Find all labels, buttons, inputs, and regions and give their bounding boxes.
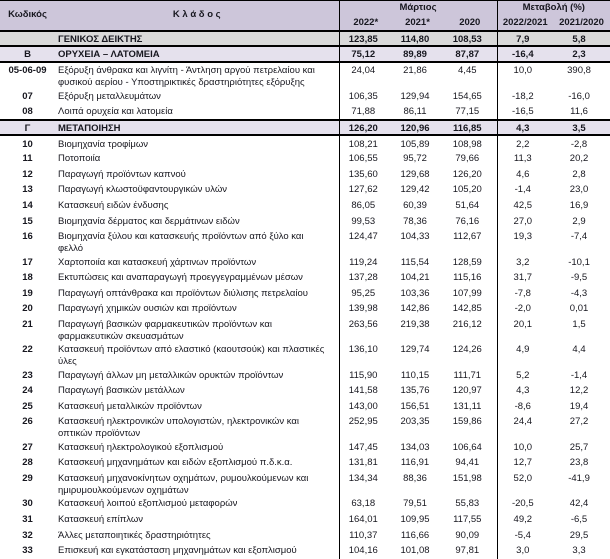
row-value: 95,72 bbox=[403, 153, 427, 165]
row-code: 20 bbox=[22, 303, 33, 315]
row-value: 108,21 bbox=[348, 138, 378, 150]
header-group-month: Μάρτιος bbox=[339, 1, 497, 16]
row-value: -2,0 bbox=[514, 303, 531, 315]
row-sector-name: Παραγωγή κλωστοϋφαντουργικών υλών bbox=[55, 182, 339, 198]
row-value: 90,09 bbox=[443, 527, 497, 543]
row-value: 12,7 bbox=[513, 457, 533, 469]
header-group-change: Μεταβολή (%) bbox=[497, 1, 610, 16]
row-code: 10 bbox=[22, 138, 33, 150]
row-value: 95,25 bbox=[351, 287, 376, 299]
table-row bbox=[0, 512, 610, 528]
row-value: 25,7 bbox=[569, 441, 589, 453]
row-value: 115,54 bbox=[400, 256, 430, 268]
row-sector-name: Κατασκευή μηχανημάτων και ειδών εξοπλισμού π.δ.κ.α. bbox=[55, 455, 339, 471]
row-value: -2,8 bbox=[570, 138, 588, 150]
row-value: 5,2 bbox=[516, 369, 530, 381]
row-value: 79,66 bbox=[443, 151, 497, 167]
row-value: 124,47 bbox=[348, 231, 378, 243]
row-value: 123,85 bbox=[339, 31, 392, 47]
row-value: 143,00 bbox=[348, 400, 378, 412]
row-value: 24,4 bbox=[513, 416, 533, 428]
row-value: 104,21 bbox=[400, 272, 430, 284]
row-value: 2,3 bbox=[553, 46, 610, 62]
row-value: 107,99 bbox=[443, 286, 497, 302]
row-sector-name: Εξόρυξη άνθρακα και λιγνίτη - Άντληση αργού πετρελαίου και φυσικού αερίου - Υποστηρικτικές δραστηριότητες εξόρυξης bbox=[55, 62, 339, 88]
row-code: 28 bbox=[22, 457, 33, 469]
row-value: 89,89 bbox=[392, 46, 443, 62]
row-value: 219,38 bbox=[400, 318, 430, 330]
row-sector-name: Κατασκευή επίπλων bbox=[55, 512, 339, 528]
row-value: 139,98 bbox=[348, 303, 378, 315]
row-value: -5,4 bbox=[514, 529, 531, 541]
row-code: 24 bbox=[22, 385, 33, 397]
row-value: 119,24 bbox=[349, 256, 378, 268]
table-row bbox=[0, 182, 610, 198]
row-value: 23,8 bbox=[569, 457, 589, 469]
row-value: 115,16 bbox=[443, 270, 497, 286]
row-value: 104,16 bbox=[348, 545, 378, 557]
row-value: 97,81 bbox=[443, 543, 497, 559]
row-code: 27 bbox=[22, 441, 33, 453]
row-value: 49,2 bbox=[513, 513, 533, 525]
row-code: 33 bbox=[22, 545, 33, 557]
row-value: 4,6 bbox=[516, 168, 530, 180]
row-value: 4,9 bbox=[516, 344, 530, 356]
row-value: 104,33 bbox=[400, 231, 430, 243]
header-col-2021: 2021* bbox=[392, 16, 443, 31]
row-value: 142,86 bbox=[400, 303, 430, 315]
table-row bbox=[0, 455, 610, 471]
row-value: 60,39 bbox=[403, 199, 427, 211]
row-sector-name: ΜΕΤΑΠΟΙΗΣΗ bbox=[55, 120, 339, 136]
row-sector-name: Παραγωγή βασικών μετάλλων bbox=[55, 383, 339, 399]
row-value: 3,3 bbox=[572, 545, 586, 557]
row-value: 126,20 bbox=[443, 167, 497, 183]
row-value: 10,0 bbox=[513, 441, 533, 453]
row-sector-name: Παραγωγή οπτάνθρακα και προϊόντων διύλισης πετρελαίου bbox=[55, 286, 339, 302]
row-sector-name: Κατασκευή μεταλλικών προϊόντων bbox=[55, 399, 339, 415]
table-body bbox=[0, 31, 610, 559]
row-value: 3,0 bbox=[516, 545, 530, 557]
row-sector-name: Παραγωγή χημικών ουσιών και προϊόντων bbox=[55, 301, 339, 317]
table-row bbox=[0, 198, 610, 214]
header-col-change-2021-2020: 2021/2020 bbox=[553, 16, 610, 31]
table-row bbox=[0, 104, 610, 120]
row-value: 101,08 bbox=[400, 545, 430, 557]
row-code: 30 bbox=[22, 498, 33, 510]
row-value: -1,4 bbox=[570, 369, 588, 381]
table-header bbox=[0, 1, 610, 31]
row-code: 13 bbox=[22, 184, 33, 196]
table-row bbox=[0, 167, 610, 183]
row-code: Γ bbox=[0, 120, 55, 136]
row-value: 106,55 bbox=[348, 153, 378, 165]
row-sector-name: Ποτοποιία bbox=[55, 151, 339, 167]
table-row bbox=[0, 254, 610, 270]
row-value: 116,85 bbox=[443, 120, 497, 136]
row-value: 108,53 bbox=[443, 31, 497, 47]
row-value: 12,2 bbox=[569, 385, 589, 397]
row-value: 105,20 bbox=[443, 182, 497, 198]
row-value: 86,11 bbox=[403, 106, 427, 118]
row-value: 55,83 bbox=[443, 496, 497, 512]
row-code: 07 bbox=[22, 90, 33, 102]
row-value: 99,53 bbox=[351, 215, 376, 227]
row-value: 27,0 bbox=[513, 215, 533, 227]
row-value: 19,4 bbox=[569, 400, 589, 412]
table-row bbox=[0, 527, 610, 543]
row-value: 75,12 bbox=[339, 46, 392, 62]
row-value: 117,55 bbox=[443, 512, 497, 528]
row-value: 159,86 bbox=[443, 414, 497, 439]
row-code: 19 bbox=[22, 287, 33, 299]
row-value: 131,81 bbox=[348, 457, 378, 469]
row-value: 127,62 bbox=[348, 184, 378, 196]
row-value: -4,3 bbox=[570, 287, 588, 299]
row-value: 129,74 bbox=[400, 344, 430, 356]
row-code: 32 bbox=[22, 529, 33, 541]
table-row bbox=[0, 213, 610, 229]
row-code: 05-06-09 bbox=[8, 65, 47, 77]
table-row bbox=[0, 46, 610, 62]
row-value: 1,5 bbox=[572, 318, 586, 330]
row-value: 147,45 bbox=[348, 441, 378, 453]
table-row bbox=[0, 301, 610, 317]
row-value: 129,68 bbox=[400, 168, 430, 180]
row-sector-name: Εκτυπώσεις και αναπαραγωγή προεγγεγραμμένων μέσων bbox=[55, 270, 339, 286]
row-value: 135,76 bbox=[400, 385, 430, 397]
row-value: 134,03 bbox=[400, 441, 430, 453]
row-value: 110,15 bbox=[400, 369, 430, 381]
header-col-2020: 2020 bbox=[443, 16, 497, 31]
row-value: -7,8 bbox=[514, 287, 531, 299]
row-sector-name: Βιομηχανία δέρματος και δερμάτινων ειδών bbox=[55, 213, 339, 229]
row-value: 42,4 bbox=[569, 498, 589, 510]
row-value: 216,12 bbox=[443, 317, 497, 342]
row-sector-name: Κατασκευή προϊόντων από ελαστικό (καουτσούκ) και πλαστικές ύλες bbox=[55, 342, 339, 367]
row-value: 131,11 bbox=[443, 399, 497, 415]
row-value: 86,05 bbox=[351, 199, 376, 211]
row-value: 20,1 bbox=[513, 318, 533, 330]
row-value: 3,2 bbox=[516, 256, 530, 268]
row-code: 11 bbox=[22, 153, 33, 165]
row-value: 136,10 bbox=[348, 344, 378, 356]
row-value: 7,9 bbox=[497, 31, 553, 47]
row-value: 77,15 bbox=[443, 104, 497, 120]
row-value: 2,8 bbox=[572, 168, 586, 180]
row-value: 21,86 bbox=[403, 65, 427, 77]
row-value: 203,35 bbox=[400, 416, 430, 428]
row-value: 110,37 bbox=[349, 529, 378, 541]
row-value: -7,4 bbox=[570, 231, 588, 243]
row-value: 11,3 bbox=[513, 153, 532, 165]
row-value: 154,65 bbox=[443, 88, 497, 104]
row-value: 141,58 bbox=[348, 385, 378, 397]
table-row bbox=[0, 496, 610, 512]
table-row bbox=[0, 342, 610, 367]
row-sector-name: Χαρτοποιία και κατασκευή χάρτινων προϊόντων bbox=[55, 254, 339, 270]
row-value: 78,36 bbox=[403, 215, 427, 227]
table-row bbox=[0, 414, 610, 439]
row-sector-name: Εξόρυξη μεταλλευμάτων bbox=[55, 88, 339, 104]
table-row bbox=[0, 317, 610, 342]
table-row bbox=[0, 135, 610, 151]
row-value: 19,3 bbox=[513, 231, 533, 243]
row-code: 17 bbox=[22, 256, 33, 268]
table-row bbox=[0, 270, 610, 286]
row-code: 29 bbox=[22, 473, 33, 484]
row-value: 52,0 bbox=[513, 473, 533, 484]
row-value: 112,67 bbox=[443, 229, 497, 254]
table-row bbox=[0, 88, 610, 104]
row-value: 129,42 bbox=[400, 184, 430, 196]
row-sector-name: Κατασκευή μηχανοκίνητων οχημάτων, ρυμουλκούμενων και ημιρυμουλκούμενων οχημάτων bbox=[55, 471, 339, 496]
table-row bbox=[0, 62, 610, 88]
table-row bbox=[0, 151, 610, 167]
row-sector-name: Άλλες μεταποιητικές δραστηριότητες bbox=[55, 527, 339, 543]
row-value: 27,2 bbox=[569, 416, 589, 428]
row-code: 25 bbox=[22, 400, 33, 412]
row-value: 126,20 bbox=[339, 120, 392, 136]
table-row bbox=[0, 440, 610, 456]
table-row bbox=[0, 31, 610, 47]
row-value: 120,96 bbox=[392, 120, 443, 136]
row-code: 23 bbox=[22, 369, 33, 381]
row-value: 88,36 bbox=[403, 473, 427, 484]
header-sector: Κ λ ά δ ο ς bbox=[55, 1, 339, 31]
row-value: 20,2 bbox=[569, 153, 589, 165]
row-value: 116,66 bbox=[400, 529, 430, 541]
row-code: 15 bbox=[22, 215, 33, 227]
row-value: 124,26 bbox=[443, 342, 497, 367]
row-sector-name: Παραγωγή άλλων μη μεταλλικών ορυκτών προϊόντων bbox=[55, 367, 339, 383]
row-value: -8,6 bbox=[514, 400, 531, 412]
row-value: 63,18 bbox=[351, 498, 376, 510]
table-row bbox=[0, 367, 610, 383]
row-value: 2,9 bbox=[572, 215, 586, 227]
row-code bbox=[0, 31, 55, 47]
row-code: 26 bbox=[22, 416, 33, 428]
table-row bbox=[0, 471, 610, 496]
row-code: 21 bbox=[22, 318, 33, 330]
row-value: 71,88 bbox=[351, 106, 376, 118]
row-value: 164,01 bbox=[348, 513, 378, 525]
header-group-row bbox=[0, 1, 610, 16]
row-code: 14 bbox=[22, 199, 33, 211]
row-sector-name: Επισκευή και εγκατάσταση μηχανημάτων και εξοπλισμού bbox=[55, 543, 339, 559]
row-value: 108,98 bbox=[443, 135, 497, 151]
row-value: 156,51 bbox=[400, 400, 430, 412]
row-value: 252,95 bbox=[348, 416, 378, 428]
row-value: 24,04 bbox=[351, 65, 376, 77]
row-value: -6,5 bbox=[570, 513, 588, 525]
row-value: -16,5 bbox=[511, 106, 534, 118]
row-sector-name: Λοιπά ορυχεία και λατομεία bbox=[55, 104, 339, 120]
row-value: 51,64 bbox=[443, 198, 497, 214]
row-value: 3,5 bbox=[553, 120, 610, 136]
row-value: 105,89 bbox=[400, 138, 430, 150]
row-value: 106,64 bbox=[443, 440, 497, 456]
header-col-change-2022-2021: 2022/2021 bbox=[497, 16, 553, 31]
row-value: -16,4 bbox=[497, 46, 553, 62]
row-value: 106,35 bbox=[348, 90, 378, 102]
row-sector-name: Κατασκευή ηλεκτρολογικού εξοπλισμού bbox=[55, 440, 339, 456]
header-col-2022: 2022* bbox=[339, 16, 392, 31]
row-value: 111,71 bbox=[443, 367, 497, 383]
row-value: 120,97 bbox=[443, 383, 497, 399]
row-sector-name: Κατασκευή ηλεκτρονικών υπολογιστών, ηλεκτρονικών και οπτικών προϊόντων bbox=[55, 414, 339, 439]
row-value: 31,7 bbox=[513, 272, 533, 284]
row-code: 31 bbox=[22, 513, 33, 525]
row-value: 4,3 bbox=[497, 120, 553, 136]
row-sector-name: Βιομηχανία τροφίμων bbox=[55, 135, 339, 151]
row-sector-name: Κατασκευή ειδών ένδυσης bbox=[55, 198, 339, 214]
row-value: -1,4 bbox=[514, 184, 531, 196]
row-value: 142,85 bbox=[443, 301, 497, 317]
row-value: 2,2 bbox=[516, 138, 530, 150]
row-value: 137,28 bbox=[348, 272, 378, 284]
row-value: -10,1 bbox=[568, 256, 590, 268]
row-code: 16 bbox=[22, 231, 33, 243]
row-value: 79,51 bbox=[403, 498, 427, 510]
row-value: 135,60 bbox=[348, 168, 378, 180]
row-value: 390,8 bbox=[567, 65, 591, 77]
row-sector-name: ΟΡΥΧΕΙΑ – ΛΑΤΟΜΕΙΑ bbox=[55, 46, 339, 62]
row-sector-name: ΓΕΝΙΚΟΣ ΔΕΙΚΤΗΣ bbox=[55, 31, 339, 47]
row-value: 114,80 bbox=[392, 31, 443, 47]
row-sector-name: Κατασκευή λοιπού εξοπλισμού μεταφορών bbox=[55, 496, 339, 512]
row-code: Β bbox=[0, 46, 55, 62]
row-value: 10,0 bbox=[513, 65, 533, 77]
table-row bbox=[0, 286, 610, 302]
row-value: -41,9 bbox=[568, 473, 590, 484]
row-value: 263,56 bbox=[348, 318, 378, 330]
row-sector-name: Βιομηχανία ξύλου και κατασκευής προϊόντων από ξύλο και φελλό bbox=[55, 229, 339, 254]
row-code: 22 bbox=[22, 344, 33, 356]
row-value: 115,90 bbox=[349, 369, 378, 381]
row-value: -20,5 bbox=[511, 498, 534, 510]
row-value: 16,9 bbox=[569, 199, 589, 211]
row-value: 134,34 bbox=[348, 473, 378, 484]
row-code: 12 bbox=[22, 168, 33, 180]
row-value: 116,91 bbox=[400, 457, 430, 469]
row-value: 29,5 bbox=[569, 529, 589, 541]
row-value: 23,0 bbox=[569, 184, 589, 196]
table-row bbox=[0, 120, 610, 136]
header-code: Κωδικός bbox=[0, 1, 55, 31]
row-value: 94,41 bbox=[443, 455, 497, 471]
row-value: 109,95 bbox=[400, 513, 430, 525]
row-value: -18,2 bbox=[511, 90, 534, 102]
row-value: 4,3 bbox=[516, 385, 530, 397]
row-value: 151,98 bbox=[443, 471, 497, 496]
row-value: 11,6 bbox=[570, 106, 588, 118]
row-sector-name: Παραγωγή προϊόντων καπνού bbox=[55, 167, 339, 183]
row-value: -16,0 bbox=[568, 90, 590, 102]
row-code: 18 bbox=[22, 272, 33, 284]
row-value: 129,94 bbox=[400, 90, 430, 102]
table-row bbox=[0, 543, 610, 559]
table-row bbox=[0, 399, 610, 415]
row-value: 0,01 bbox=[569, 303, 589, 315]
row-sector-name: Παραγωγή βασικών φαρμακευτικών προϊόντων και φαρμακευτικών σκευασμάτων bbox=[55, 317, 339, 342]
row-value: 4,4 bbox=[572, 344, 586, 356]
row-value: 128,59 bbox=[443, 254, 497, 270]
row-value: 42,5 bbox=[513, 199, 533, 211]
row-value: 5,8 bbox=[553, 31, 610, 47]
row-value: -9,5 bbox=[570, 272, 588, 284]
table-row bbox=[0, 229, 610, 254]
row-value: 4,45 bbox=[443, 62, 497, 88]
table-row bbox=[0, 383, 610, 399]
row-value: 76,16 bbox=[443, 213, 497, 229]
row-code: 08 bbox=[22, 106, 33, 118]
row-value: 87,87 bbox=[443, 46, 497, 62]
row-value: 103,36 bbox=[400, 287, 430, 299]
